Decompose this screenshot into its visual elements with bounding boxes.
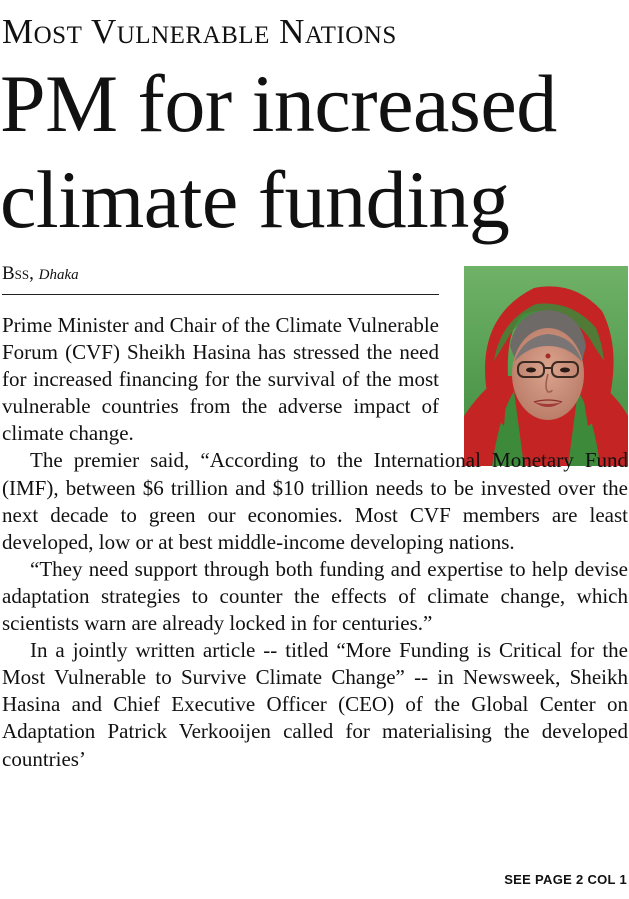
continuation-note: SEE PAGE 2 COL 1 xyxy=(504,872,627,887)
article-kicker: Most Vulnerable Nations xyxy=(2,12,397,51)
byline-source: Bss, xyxy=(2,263,34,284)
paragraph-4: In a jointly written article -- titled “More Funding is Critical for the Most Vulnerable to Survive Climate Change” -- in Newsweek, Sheikh Hasina and Chief Executive Officer (CEO) of the Global Center on Adaptation Patrick Verkooijen called for materialising the developed countries’ xyxy=(2,638,628,771)
byline-divider xyxy=(2,294,439,295)
headline-line-2: climate funding xyxy=(0,154,510,245)
byline-place: Dhaka xyxy=(38,267,79,283)
paragraph-2: The premier said, “According to the International Monetary Fund (IMF), between $6 trillion and $10 trillion needs to be invested over the next decade to green our economies. Most CVF members are least developed, low or at best middle-income developing nations. xyxy=(2,448,628,554)
byline xyxy=(2,262,79,287)
article-headline xyxy=(0,56,629,248)
paragraph-1: Prime Minister and Chair of the Climate Vulnerable Forum (CVF) Sheikh Hasina has stressed the need for increased financing for the survival of the most vulnerable countries from the adverse impact of climate change. xyxy=(2,313,439,446)
paragraph-3: “They need support through both funding and expertise to help devise adaptation strategies to counter the effects of climate change, which scientists warn are already locked in for centuries.” xyxy=(2,556,628,636)
headline-line-1: PM for increased xyxy=(0,58,557,149)
article-body xyxy=(2,312,628,773)
